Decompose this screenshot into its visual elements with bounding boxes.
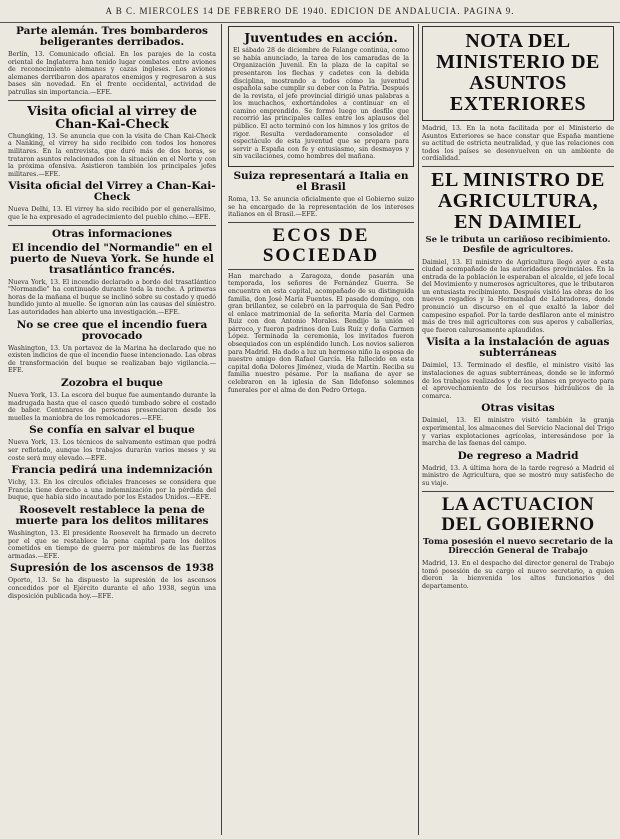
article-body: Berlín, 13. Comunicado oficial. En los parajes de la costa oriental de Inglaterra han tenido lugar combates entre aviones de reconocimiento alemanes y cazas ingleses. Los aviones alemanes derribaron dos aparatos enemigos y regresaron a sus bases sin novedad. En el frente occidental, actividad de patrullas sin importancia.—EFE. xyxy=(8,51,216,96)
article-body: Washington, 13. El presidente Roosevelt ha firmado un decreto por el que se restablece la pena capital para los delitos cometidos en tiempo de guerra por miembros de las fuerzas armadas.—EFE. xyxy=(8,530,216,560)
article-title: Francia pedirá una indemnización xyxy=(11,464,213,477)
article-body: Daimiel, 13. El ministro visitó también la granja experimental, los almacenes del Servicio Nacional del Trigo y varias explotaciones agrícolas, interesándose por la marcha de las faenas del campo. xyxy=(422,417,614,448)
divider xyxy=(422,166,614,167)
column-rule xyxy=(418,24,419,835)
divider xyxy=(228,269,414,270)
divider xyxy=(8,225,216,226)
column-left xyxy=(8,24,216,835)
article-title: Juventudes en acción. xyxy=(244,30,398,45)
column-right xyxy=(422,24,614,835)
article-body: Nueva York, 13. Los técnicos de salvamento estiman que podrá ser reflotado, aunque los trabajos durarán varios meses y su coste será muy elevado.—EFE. xyxy=(8,439,216,462)
divider xyxy=(228,222,414,223)
article-body: Madrid, 13. En el despacho del director general de Trabajo tomó posesión de su cargo el nuevo secretario, a quien dieron la bienvenida los altos funcionarios del departamento. xyxy=(422,560,614,590)
divider xyxy=(8,100,216,101)
section-title: Otras informaciones xyxy=(51,227,173,240)
article-title: Visita a la instalación de aguas subterráneas xyxy=(426,336,610,360)
article-title: Supresión de los ascensos de 1938 xyxy=(9,562,214,575)
article-body: Daimiel, 13. Terminado el desfile, el ministro visitó las instalaciones de aguas subterráneas, donde se le informó de los trabajos realizados y de los planes en proyecto para el aprovechamiento de los recursos hidráulicos de la comarca. xyxy=(422,362,614,400)
article-box xyxy=(228,26,414,167)
article-body: Nueva York, 13. El incendio declarado a bordo del trasatlántico "Normandie" ha continuado durante toda la noche. A primeras horas de la mañana el buque se inclinó sobre su costado y quedó hundido junto al muelle. Se ignoran aún las causas del siniestro. Las autoridades han abierto una investigación.—EFE. xyxy=(8,278,216,317)
article-title: Visita oficial al virrey de Chan-Kai-Check xyxy=(27,102,197,131)
article-body: Washington, 13. Un portavoz de la Marina ha declarado que no existen indicios de que el incendio fuese intencionado. Las obras de transformación del buque se realizaban bajo vigilancia.—EFE. xyxy=(8,344,216,375)
article-body: Madrid, 13. A última hora de la tarde regresó a Madrid el ministro de Agricultura, que se mostró muy satisfecho de su viaje. xyxy=(422,464,614,488)
column-rule xyxy=(221,24,222,835)
article-title: NOTA DEL MINISTERIO DE ASUNTOS EXTERIORES xyxy=(436,30,600,115)
article-title: EL MINISTRO DE AGRICULTURA, EN DAIMIEL xyxy=(431,168,605,233)
column-middle xyxy=(228,24,414,835)
article-title: Roosevelt restablece la pena de muerte para los delitos militares xyxy=(15,504,209,528)
article-subtitle: Se le tributa un cariñoso recibimiento. Desfile de agricultores. xyxy=(425,234,611,255)
article-body: Nueva York, 13. La escora del buque fue aumentando durante la madrugada hasta que el casco quedó tumbado sobre el costado de babor. Centenares de personas presenciaron desde los muelles la maniobra de los remolcadores.—EFE. xyxy=(8,392,216,422)
article-body: Chungking, 13. Se anuncia que con la visita de Chan Kai-Check a Nanking, el virrey ha sido recibido con todos los honores militares. En la entrevista, que duró más de dos horas, se trataron asuntos relacionados con la situación en el Norte y con la próxima ofensiva. Asistieron también los principales jefes militares.—EFE. xyxy=(8,132,216,178)
article-title: Otras visitas xyxy=(481,402,555,415)
section-title: ECOS DE SOCIEDAD xyxy=(262,224,380,266)
article-body: Han marchado a Zaragoza, donde pasarán una temporada, los señores de Fernández Guerra. Se encuentra en esta capital, acompañado de su distinguida familia, don José María Fuentes. El pasado domingo, con gran brillantez, se celebró en la parroquia de San Pedro el enlace matrimonial de la señorita María del Carmen Ruiz con don Antonio Morales. Bendijo la unión el párroco, y fueron padrinos don Luis Ruiz y doña Carmen López. Terminada la ceremonia, los invitados fueron obsequiados con un espléndido lunch. Los novios salieron para Madrid. Ha dado a luz un hermoso niño la esposa de nuestro amigo don Rafael García. Ha fallecido en esta capital doña Dolores Jiménez, viuda de Martín. Reciba su familia nuestro pésame. Por la mañana de ayer se celebraron en la iglesia de San Ildefonso solemnes funerales por el alma de don Pedro Ortega. xyxy=(228,272,414,394)
article-subtitle: Toma posesión el nuevo secretario de la Dirección General de Trabajo xyxy=(422,536,614,557)
article-body: Madrid, 13. En la nota facilitada por el Ministerio de Asuntos Exteriores se hace constar que España mantiene su actitud de estricta neutralidad, y que las relaciones con todos los países se desenvuelven en un ambiente de cordialidad. xyxy=(422,125,614,163)
article-body: El sábado 28 de diciembre de Falange continúa, como se había anunciado, la tarea de los camaradas de la Organización Juvenil. En la plaza de la capital se presentaron los flechas y cadetes con la debida disciplina, mostrando a todos cómo la juventud española sabe cumplir su deber con la Patria. Después de la revista, el jefe provincial dirigió unas palabras a los muchachos, exhortándoles a continuar en el camino emprendido. Se formó luego un desfile que recorrió las principales calles entre los aplausos del público. El acto terminó con los himnos y los gritos de rigor. Resulta verdaderamente consolador el espectáculo de esta juventud que se prepara para servir a España con fe y entusiasmo, sin desmayos y sin vacilaciones, como hombres del mañana. xyxy=(233,47,409,161)
article-body: Oporto, 13. Se ha dispuesto la supresión de los ascensos concedidos por el Ejército durante el año 1938, según una disposición publicada hoy.—EFE. xyxy=(8,577,216,600)
page-header: A B C. MIERCOLES 14 DE FEBRERO DE 1940. EDICION DE ANDALUCIA. PAGINA 9. xyxy=(0,0,620,23)
article-body: Daimiel, 13. El ministro de Agricultura llegó ayer a esta ciudad acompañado de las autoridades provinciales. En la entrada de la población le esperaban el alcalde, el jefe local del Movimiento y numerosos agricultores, que le tributaron un entusiasta recibimiento. Después visitó las obras de los nuevos regadíos y la Hermandad de Labradores, donde pronunció un discurso en el que exaltó la labor del campesino español. Por la tarde desfilaron ante el ministro más de tres mil agricultores con sus aperos y caballerías, que fueron calurosamente aplaudidos. xyxy=(422,258,614,334)
article-title: Visita oficial del Virrey a Chan-Kai-Check xyxy=(8,180,216,204)
article-title: De regreso a Madrid xyxy=(457,449,579,462)
article-title: LA ACTUACION DEL GOBIERNO xyxy=(441,493,595,535)
article-box xyxy=(422,26,614,121)
article-body: Roma, 13. Se anuncia oficialmente que el Gobierno suizo se ha encargado de la representación de los intereses italianos en el Brasil.—EFE. xyxy=(228,196,414,219)
article-title: Se confía en salvar el buque xyxy=(29,424,195,437)
article-title: Suiza representará a Italia en el Brasil xyxy=(233,170,409,194)
article-title: Parte alemán. Tres bombarderos beligerantes derribados. xyxy=(16,25,208,49)
article-body: Nueva Delhi, 13. El virrey ha sido recibido por el generalísimo, que le ha expresado el agradecimiento del pueblo chino.—EFE. xyxy=(8,206,216,222)
article-title: Zozobra el buque xyxy=(61,377,163,390)
article-body: Vichy, 13. En los círculos oficiales franceses se considera que Francia tiene derecho a una indemnización por la pérdida del buque, que había sido incautado por los Estados Unidos.—EFE. xyxy=(8,479,216,502)
article-title: No se cree que el incendio fuera provocado xyxy=(16,318,208,342)
divider xyxy=(422,491,614,492)
article-title: El incendio del "Normandie" en el puerto de Nueva York. Se hunde el trasatlántico francés. xyxy=(10,241,214,276)
